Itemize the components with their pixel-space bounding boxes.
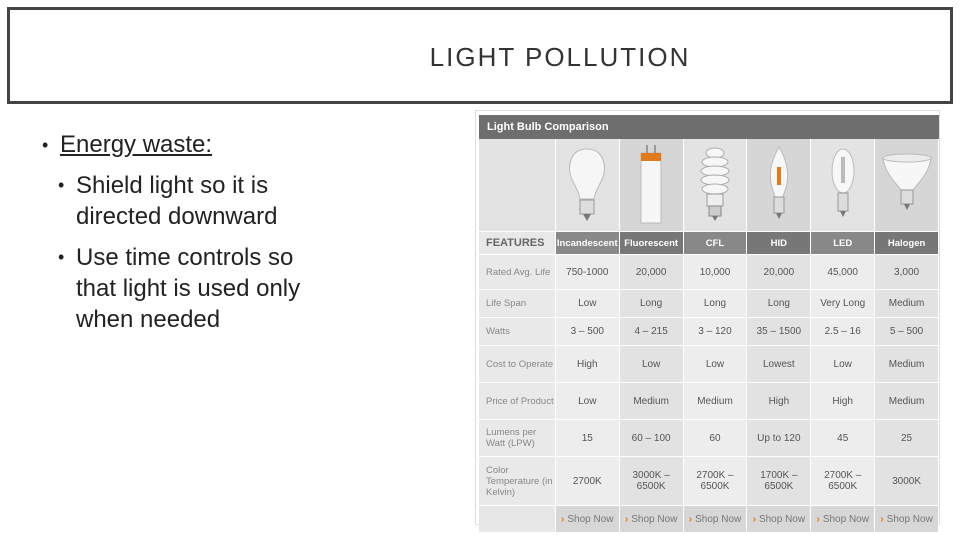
table-cell: Low [556, 290, 620, 317]
title-placeholder [7, 7, 953, 104]
table-cell: Medium [875, 383, 939, 419]
table-cell: 4 – 215 [620, 318, 684, 345]
row-label: Color Temperature (in Kelvin) [479, 457, 556, 505]
table-row [479, 383, 939, 420]
bulb-comparison-image [475, 110, 940, 525]
column-header: LED [811, 232, 875, 254]
shop-now-row [479, 506, 939, 533]
fluorescent-tube-icon [620, 139, 684, 231]
chevron-right-icon: › [688, 513, 693, 525]
bullet-list [42, 130, 332, 335]
empty-cell [479, 139, 556, 231]
table-cell: High [811, 383, 875, 419]
shop-now-link[interactable] [875, 506, 939, 532]
table-cell: Low [556, 383, 620, 419]
bullet-dot-icon: • [58, 247, 65, 267]
chevron-right-icon: › [752, 513, 756, 525]
table-cell: 1700K – 6500K [747, 457, 811, 505]
table-cell: 5 – 500 [875, 318, 939, 345]
slide-title: LIGHT POLLUTION [429, 42, 691, 72]
column-header: Incandescent [556, 232, 620, 254]
led-bulb-icon [811, 139, 875, 231]
chevron-right-icon: › [880, 513, 884, 525]
table-cell: 3 – 500 [556, 318, 620, 345]
chevron-right-icon: › [561, 513, 565, 525]
table-cell: Low [620, 346, 684, 382]
table-cell: 15 [556, 420, 620, 456]
table-cell: Long [620, 290, 684, 317]
table-row [479, 255, 939, 290]
table-cell: High [556, 346, 620, 382]
bullet-text-link[interactable]: Energy waste: [60, 131, 213, 158]
bullet-dot-icon: • [58, 175, 65, 195]
table-cell: 750-1000 [556, 255, 620, 289]
row-label: Cost to Operate [479, 346, 556, 382]
sub-bullet-text: Shield light so it is directed downward [76, 172, 278, 230]
shop-now-label: Shop Now [822, 513, 869, 525]
table-cell: 35 – 1500 [747, 318, 811, 345]
shop-now-link[interactable] [747, 506, 811, 532]
table-cell: 2700K – 6500K [811, 457, 875, 505]
table-cell: Medium [620, 383, 684, 419]
table-cell: Low [684, 346, 748, 382]
hid-bulb-icon [747, 139, 811, 231]
empty-cell [479, 506, 556, 532]
sub-bullet-text: Use time controls so that light is used only when needed [76, 244, 301, 333]
shop-now-link[interactable] [620, 506, 684, 532]
row-label: Watts [479, 318, 556, 345]
table-cell: Medium [875, 290, 939, 317]
comparison-heading: Light Bulb Comparison [479, 115, 939, 139]
table-cell: 25 [875, 420, 939, 456]
table-cell: 2.5 – 16 [811, 318, 875, 345]
table-cell: 3000K – 6500K [620, 457, 684, 505]
column-header: Halogen [875, 232, 939, 254]
row-label: Lumens per Watt (LPW) [479, 420, 556, 456]
sub-bullet-item [58, 242, 332, 335]
shop-now-label: Shop Now [695, 513, 742, 525]
column-header: HID [747, 232, 811, 254]
cfl-spiral-icon [684, 139, 748, 231]
table-cell: 20,000 [747, 255, 811, 289]
halogen-flood-icon [875, 139, 939, 231]
bullet-item [42, 130, 332, 160]
table-row [479, 457, 939, 506]
table-row [479, 346, 939, 383]
shop-now-label: Shop Now [567, 513, 614, 525]
shop-now-link[interactable] [556, 506, 620, 532]
shop-now-label: Shop Now [758, 513, 806, 525]
features-label: FEATURES [479, 232, 556, 254]
column-header: CFL [684, 232, 748, 254]
row-label: Price of Product [479, 383, 556, 419]
shop-now-link[interactable] [811, 506, 875, 532]
table-cell: 20,000 [620, 255, 684, 289]
table-cell: Medium [684, 383, 748, 419]
table-cell: 2700K – 6500K [684, 457, 748, 505]
table-cell: 45 [811, 420, 875, 456]
features-header-row [479, 232, 939, 255]
table-cell: 45,000 [811, 255, 875, 289]
table-cell: Low [811, 346, 875, 382]
table-row [479, 318, 939, 346]
row-label: Life Span [479, 290, 556, 317]
table-row [479, 290, 939, 318]
table-cell: 60 – 100 [620, 420, 684, 456]
column-header: Fluorescent [620, 232, 684, 254]
bullet-dot-icon: • [42, 135, 49, 155]
table-cell: 3000K [875, 457, 939, 505]
bulb-image-row [479, 139, 939, 232]
table-cell: 3 – 120 [684, 318, 748, 345]
table-cell: Lowest [747, 346, 811, 382]
table-cell: 2700K [556, 457, 620, 505]
shop-now-label: Shop Now [886, 513, 933, 525]
sub-bullet-item [58, 170, 332, 232]
row-label: Rated Avg. Life [479, 255, 556, 289]
chevron-right-icon: › [624, 513, 629, 525]
table-cell: High [747, 383, 811, 419]
table-cell: Very Long [811, 290, 875, 317]
shop-now-link[interactable] [684, 506, 748, 532]
incandescent-bulb-icon [556, 139, 620, 231]
table-cell: 60 [684, 420, 748, 456]
table-cell: Long [684, 290, 748, 317]
table-cell: Medium [875, 346, 939, 382]
table-cell: Up to 120 [747, 420, 811, 456]
comparison-table [479, 139, 939, 533]
chevron-right-icon: › [816, 513, 820, 525]
table-cell: 10,000 [684, 255, 748, 289]
table-row [479, 420, 939, 457]
table-cell: 3,000 [875, 255, 939, 289]
table-cell: Long [747, 290, 811, 317]
shop-now-label: Shop Now [631, 513, 678, 525]
